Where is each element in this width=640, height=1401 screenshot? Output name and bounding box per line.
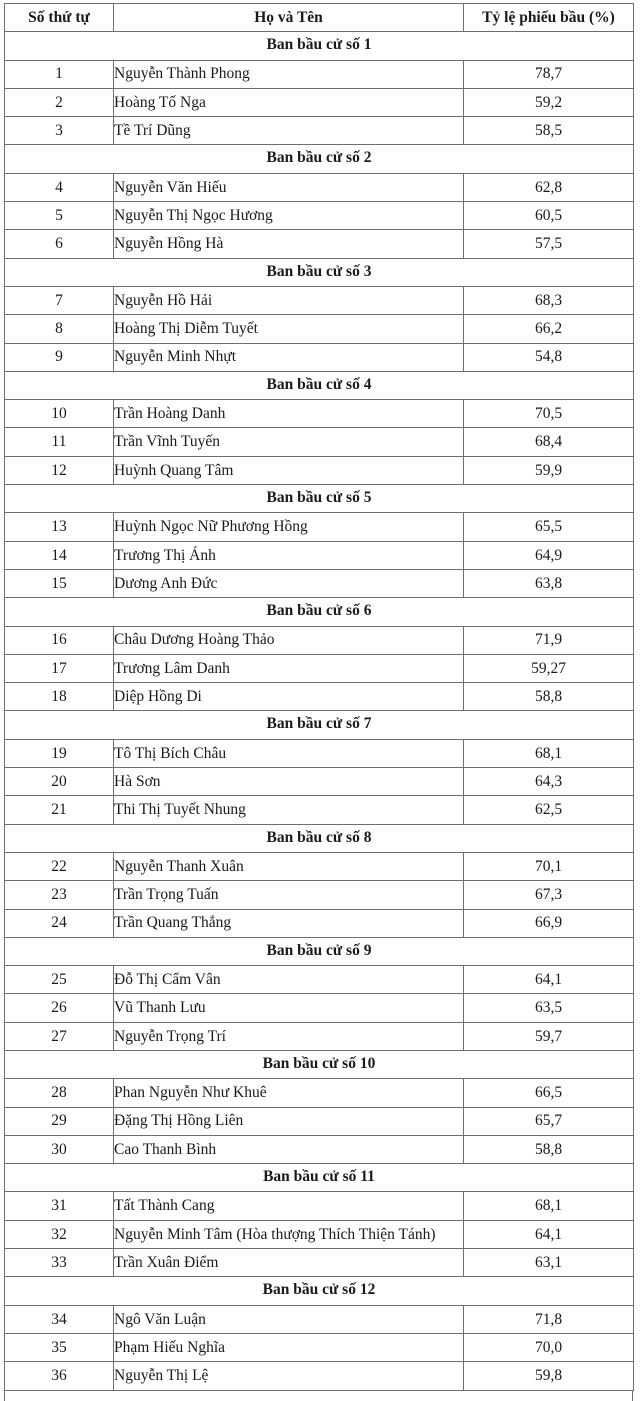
table-row: [5, 1362, 634, 1390]
group-title: Ban bầu cử số 6: [5, 598, 634, 626]
column-header-stt: Số thứ tự: [5, 4, 114, 32]
vote-percentage-cell: 67,3: [464, 881, 634, 909]
group-title: Ban bầu cử số 11: [5, 1164, 634, 1192]
row-number-cell: 35: [5, 1333, 114, 1361]
table-row: [5, 400, 634, 428]
row-number-cell: 8: [5, 315, 114, 343]
table-row: [5, 541, 634, 569]
table-row: [5, 683, 634, 711]
candidate-name-cell: Nguyễn Trọng Trí: [114, 1022, 464, 1050]
table-row: [5, 60, 634, 88]
row-number-cell: 23: [5, 881, 114, 909]
row-number-cell: 30: [5, 1135, 114, 1163]
election-results-table: [4, 3, 634, 1391]
vote-percentage-cell: 62,8: [464, 173, 634, 201]
vote-percentage-cell: 58,8: [464, 1135, 634, 1163]
row-number-cell: 10: [5, 400, 114, 428]
vote-percentage-cell: 58,8: [464, 683, 634, 711]
vote-percentage-cell: 58,5: [464, 117, 634, 145]
candidate-name-cell: Hoàng Tố Nga: [114, 88, 464, 116]
candidate-name-cell: Thi Thị Tuyết Nhung: [114, 796, 464, 824]
table-row: [5, 117, 634, 145]
table-row: [5, 513, 634, 541]
vote-percentage-cell: 54,8: [464, 343, 634, 371]
table-row: [5, 739, 634, 767]
table-body: [5, 32, 634, 1390]
candidate-name-cell: Hoàng Thị Diễm Tuyết: [114, 315, 464, 343]
candidate-name-cell: Trần Xuân Điểm: [114, 1249, 464, 1277]
vote-percentage-cell: 70,5: [464, 400, 634, 428]
row-number-cell: 27: [5, 1022, 114, 1050]
row-number-cell: 3: [5, 117, 114, 145]
row-number-cell: 13: [5, 513, 114, 541]
vote-percentage-cell: 68,1: [464, 739, 634, 767]
row-number-cell: 33: [5, 1249, 114, 1277]
table-row: [5, 173, 634, 201]
candidate-name-cell: Ngô Văn Luận: [114, 1305, 464, 1333]
vote-percentage-cell: 64,3: [464, 768, 634, 796]
row-number-cell: 21: [5, 796, 114, 824]
row-number-cell: 1: [5, 60, 114, 88]
table-row: [5, 1135, 634, 1163]
row-number-cell: 11: [5, 428, 114, 456]
vote-percentage-cell: 64,1: [464, 1220, 634, 1248]
vote-percentage-cell: 59,2: [464, 88, 634, 116]
table-row: [5, 1079, 634, 1107]
vote-percentage-cell: 60,5: [464, 202, 634, 230]
table-row: [5, 315, 634, 343]
candidate-name-cell: Phan Nguyễn Như Khuê: [114, 1079, 464, 1107]
group-header-row: [5, 32, 634, 60]
vote-percentage-cell: 64,9: [464, 541, 634, 569]
vote-percentage-cell: 66,9: [464, 909, 634, 937]
table-row: [5, 286, 634, 314]
candidate-name-cell: Nguyễn Văn Hiếu: [114, 173, 464, 201]
vote-percentage-cell: 68,1: [464, 1192, 634, 1220]
group-title: Ban bầu cử số 10: [5, 1050, 634, 1078]
group-header-row: [5, 711, 634, 739]
group-title: Ban bầu cử số 5: [5, 485, 634, 513]
row-number-cell: 4: [5, 173, 114, 201]
table-header-row: [5, 4, 634, 32]
group-header-row: [5, 598, 634, 626]
candidate-name-cell: Hà Sơn: [114, 768, 464, 796]
row-number-cell: 36: [5, 1362, 114, 1390]
candidate-name-cell: Nguyễn Minh Nhựt: [114, 343, 464, 371]
group-title: Ban bầu cử số 1: [5, 32, 634, 60]
row-number-cell: 24: [5, 909, 114, 937]
table-row: [5, 654, 634, 682]
candidate-name-cell: Huỳnh Ngọc Nữ Phương Hồng: [114, 513, 464, 541]
table-row: [5, 796, 634, 824]
vote-percentage-cell: 59,7: [464, 1022, 634, 1050]
candidate-name-cell: Nguyễn Thị Lệ: [114, 1362, 464, 1390]
candidate-name-cell: Diệp Hồng Di: [114, 683, 464, 711]
candidate-name-cell: Nguyễn Hồng Hà: [114, 230, 464, 258]
candidate-name-cell: Đặng Thị Hồng Liên: [114, 1107, 464, 1135]
group-header-row: [5, 1164, 634, 1192]
vote-percentage-cell: 71,9: [464, 626, 634, 654]
group-title: Ban bầu cử số 4: [5, 371, 634, 399]
table-row: [5, 909, 634, 937]
vote-percentage-cell: 66,5: [464, 1079, 634, 1107]
candidate-name-cell: Trần Trọng Tuấn: [114, 881, 464, 909]
table-row: [5, 994, 634, 1022]
row-number-cell: 7: [5, 286, 114, 314]
table-row: [5, 456, 634, 484]
table-row: [5, 569, 634, 597]
row-number-cell: 5: [5, 202, 114, 230]
group-title: Ban bầu cử số 12: [5, 1277, 634, 1305]
candidate-name-cell: Trần Hoàng Danh: [114, 400, 464, 428]
row-number-cell: 9: [5, 343, 114, 371]
row-number-cell: 19: [5, 739, 114, 767]
candidate-name-cell: Tề Trí Dũng: [114, 117, 464, 145]
vote-percentage-cell: 59,9: [464, 456, 634, 484]
table-row: [5, 1022, 634, 1050]
vote-percentage-cell: 62,5: [464, 796, 634, 824]
row-number-cell: 29: [5, 1107, 114, 1135]
row-number-cell: 25: [5, 966, 114, 994]
group-header-row: [5, 1277, 634, 1305]
candidate-name-cell: Trương Thị Ánh: [114, 541, 464, 569]
table-row: [5, 1220, 634, 1248]
candidate-name-cell: Nguyễn Hồ Hải: [114, 286, 464, 314]
vote-percentage-cell: 68,3: [464, 286, 634, 314]
table-row: [5, 88, 634, 116]
group-title: Ban bầu cử số 2: [5, 145, 634, 173]
candidate-name-cell: Châu Dương Hoàng Thảo: [114, 626, 464, 654]
vote-percentage-cell: 78,7: [464, 60, 634, 88]
row-number-cell: 16: [5, 626, 114, 654]
group-header-row: [5, 937, 634, 965]
table-row: [5, 343, 634, 371]
table-row: [5, 1192, 634, 1220]
group-header-row: [5, 145, 634, 173]
table-row: [5, 626, 634, 654]
candidate-name-cell: Trần Quang Thắng: [114, 909, 464, 937]
candidate-name-cell: Nguyễn Thị Ngọc Hương: [114, 202, 464, 230]
row-number-cell: 22: [5, 852, 114, 880]
group-header-row: [5, 485, 634, 513]
group-header-row: [5, 258, 634, 286]
vote-percentage-cell: 65,5: [464, 513, 634, 541]
column-header-pct: Tỷ lệ phiếu bầu (%): [464, 4, 634, 32]
row-number-cell: 17: [5, 654, 114, 682]
candidate-name-cell: Nguyễn Minh Tâm (Hòa thượng Thích Thiện Tánh): [114, 1220, 464, 1248]
vote-percentage-cell: 57,5: [464, 230, 634, 258]
table-row: [5, 881, 634, 909]
vote-percentage-cell: 70,1: [464, 852, 634, 880]
row-number-cell: 12: [5, 456, 114, 484]
candidate-name-cell: Tô Thị Bích Châu: [114, 739, 464, 767]
group-title: Ban bầu cử số 7: [5, 711, 634, 739]
table-row: [5, 1107, 634, 1135]
candidate-name-cell: Dương Anh Đức: [114, 569, 464, 597]
candidate-name-cell: Vũ Thanh Lưu: [114, 994, 464, 1022]
row-number-cell: 18: [5, 683, 114, 711]
group-title: Ban bầu cử số 9: [5, 937, 634, 965]
group-header-row: [5, 824, 634, 852]
table-continuation-edge: [4, 1390, 633, 1401]
vote-percentage-cell: 70,0: [464, 1333, 634, 1361]
row-number-cell: 26: [5, 994, 114, 1022]
table-row: [5, 852, 634, 880]
table-row: [5, 202, 634, 230]
group-title: Ban bầu cử số 8: [5, 824, 634, 852]
vote-percentage-cell: 59,27: [464, 654, 634, 682]
row-number-cell: 31: [5, 1192, 114, 1220]
vote-percentage-cell: 66,2: [464, 315, 634, 343]
row-number-cell: 6: [5, 230, 114, 258]
row-number-cell: 15: [5, 569, 114, 597]
vote-percentage-cell: 65,7: [464, 1107, 634, 1135]
table-row: [5, 768, 634, 796]
vote-percentage-cell: 68,4: [464, 428, 634, 456]
row-number-cell: 28: [5, 1079, 114, 1107]
candidate-name-cell: Huỳnh Quang Tâm: [114, 456, 464, 484]
candidate-name-cell: Trần Vĩnh Tuyến: [114, 428, 464, 456]
column-header-name: Họ và Tên: [114, 4, 464, 32]
candidate-name-cell: Tất Thành Cang: [114, 1192, 464, 1220]
row-number-cell: 32: [5, 1220, 114, 1248]
group-header-row: [5, 371, 634, 399]
group-title: Ban bầu cử số 3: [5, 258, 634, 286]
candidate-name-cell: Trương Lâm Danh: [114, 654, 464, 682]
row-number-cell: 34: [5, 1305, 114, 1333]
table-row: [5, 428, 634, 456]
table-row: [5, 230, 634, 258]
candidate-name-cell: Nguyễn Thành Phong: [114, 60, 464, 88]
candidate-name-cell: Nguyễn Thanh Xuân: [114, 852, 464, 880]
vote-percentage-cell: 59,8: [464, 1362, 634, 1390]
row-number-cell: 20: [5, 768, 114, 796]
candidate-name-cell: Đỗ Thị Cẩm Vân: [114, 966, 464, 994]
row-number-cell: 2: [5, 88, 114, 116]
table-row: [5, 1249, 634, 1277]
table-row: [5, 1305, 634, 1333]
vote-percentage-cell: 63,1: [464, 1249, 634, 1277]
vote-percentage-cell: 71,8: [464, 1305, 634, 1333]
group-header-row: [5, 1050, 634, 1078]
candidate-name-cell: Phạm Hiếu Nghĩa: [114, 1333, 464, 1361]
vote-percentage-cell: 64,1: [464, 966, 634, 994]
vote-percentage-cell: 63,8: [464, 569, 634, 597]
row-number-cell: 14: [5, 541, 114, 569]
table-row: [5, 966, 634, 994]
table-row: [5, 1333, 634, 1361]
election-results-sheet: [4, 3, 633, 1391]
candidate-name-cell: Cao Thanh Bình: [114, 1135, 464, 1163]
vote-percentage-cell: 63,5: [464, 994, 634, 1022]
